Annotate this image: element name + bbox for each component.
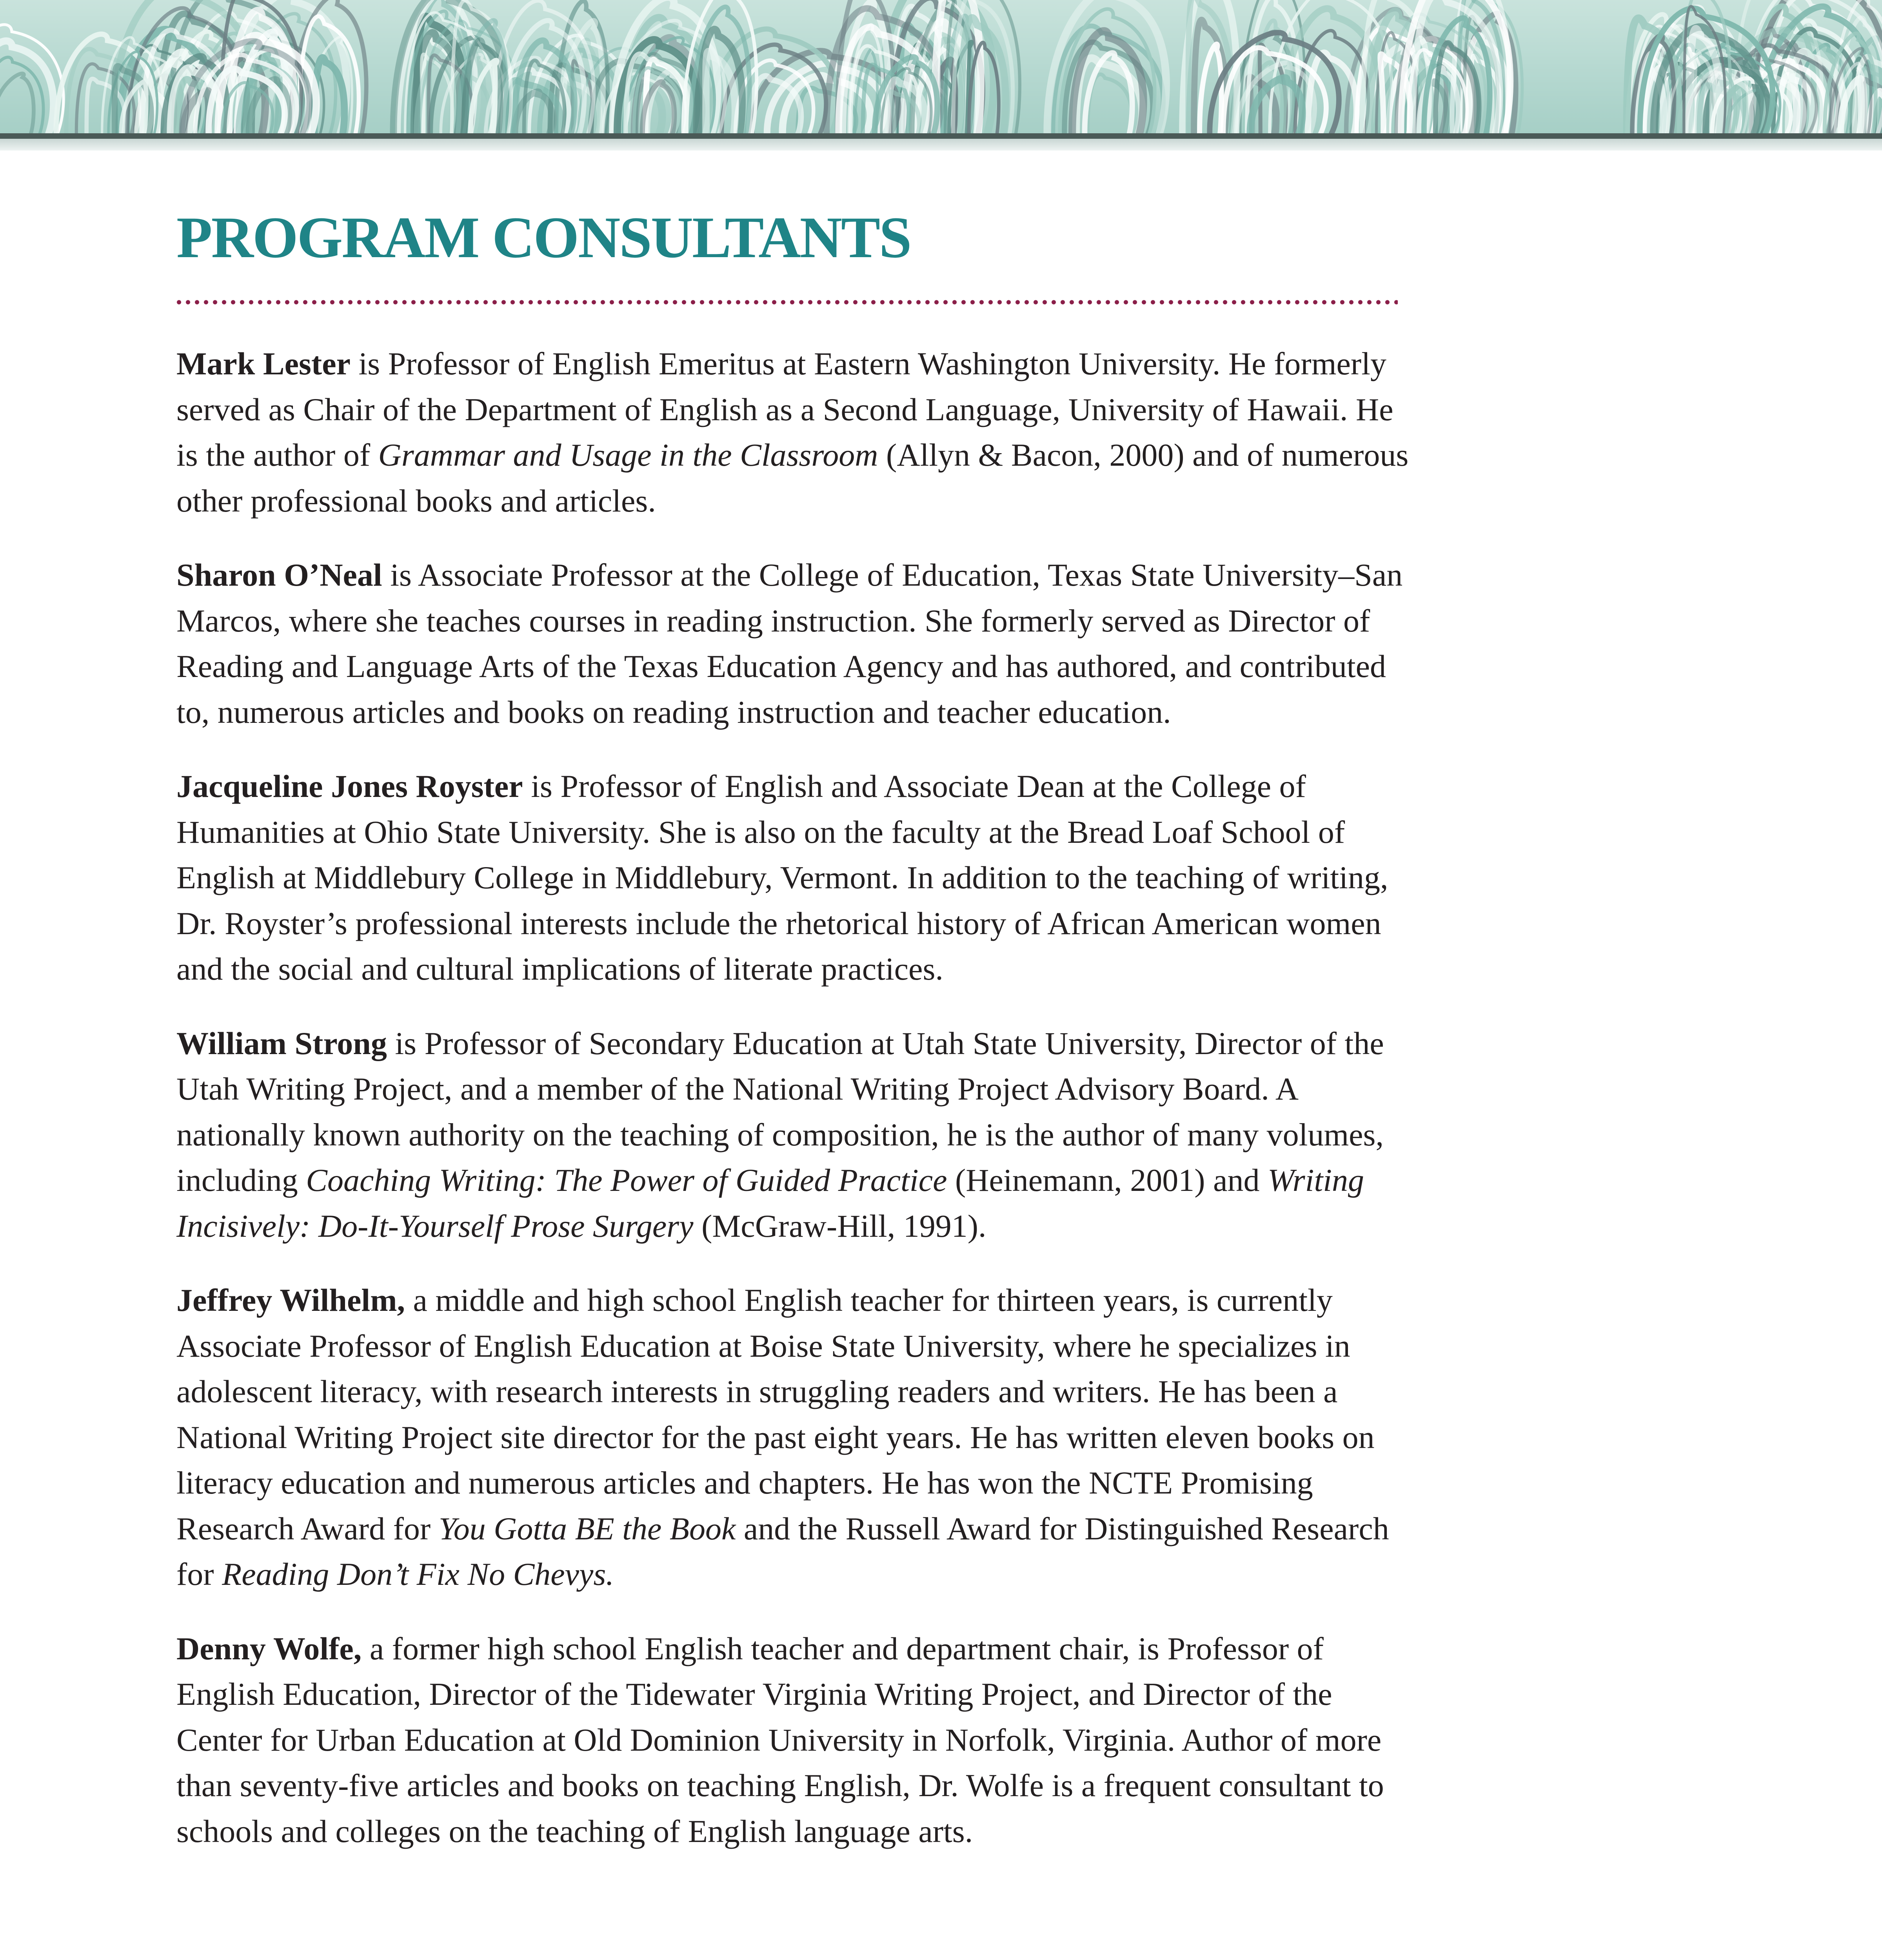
publication-title: Reading Don’t Fix No Chevys. [222, 1556, 614, 1592]
bio-text: is Professor of English Emeritus at Eastern Washington University. He formerly served as Chair of the Department of English as a Second Language, University of Hawaii. He is the author of [176, 346, 1393, 473]
consultant-bios [176, 341, 1415, 1854]
marble-swirl [0, 57, 44, 133]
marble-swirl [0, 41, 53, 133]
banner-divider [0, 133, 1882, 139]
consultant-name: Denny Wolfe, [176, 1630, 362, 1666]
bio-text: a former high school English teacher and department chair, is Professor of English Education, Director of the Tidewater Virginia Writing Project, and Director of the Center for Urban Education at Old Dominion University in Norfolk, Virginia. Author of more than seventy-five articles and books on teaching English, Dr. Wolfe is a frequent consultant to schools and colleges on the teaching of English language arts. [176, 1630, 1384, 1849]
bio-jacqueline-jones-royster [176, 764, 1415, 992]
publication-title: Grammar and Usage in the Classroom [378, 437, 878, 473]
bio-text: a middle and high school English teacher for thirteen years, is currently Associate Professor of English Education at Boise State University, where he specializes in adolescent literacy, with research interests in struggling readers and writers. He has been a National Writing Project site director for the past eight years. He has written eleven books on literacy education and numerous articles and chapters. He has won the NCTE Promising Research Award for [176, 1282, 1375, 1546]
bio-william-strong [176, 1021, 1415, 1249]
bio-text: (Heinemann, 2001) and [947, 1162, 1268, 1198]
publication-title: Coaching Writing: The Power of Guided Practice [306, 1162, 947, 1198]
publication-title: You Gotta BE the Book [438, 1510, 736, 1546]
marble-pattern [0, 0, 1882, 133]
marble-swirl [1088, 74, 1132, 133]
bio-text: (McGraw-Hill, 1991). [693, 1208, 986, 1244]
bio-text: is Professor of English and Associate Dean at the College of Humanities at Ohio State University. She is also on the faculty at the Bread Loaf School of English at Middlebury College in Middlebury, Vermont. In addition to the teaching of writing, Dr. Royster’s professional interests include the rhetorical history of African American women and the social and cultural implications of literate practices. [176, 768, 1388, 987]
consultant-name: Mark Lester [176, 346, 351, 381]
bio-text: and the Russell Award for Distinguished Research for [176, 1510, 1389, 1592]
bio-sharon-oneal [176, 552, 1415, 735]
dotted-divider [174, 299, 1398, 305]
consultant-name: Jeffrey Wilhelm, [176, 1282, 405, 1318]
bio-text: is Professor of Secondary Education at Utah State University, Director of the Utah Writing Project, and a member of the National Writing Project Advisory Board. A nationally known authority on the teaching of composition, he is the author of many volumes, including [176, 1025, 1384, 1198]
page-title: PROGRAM CONSULTANTS [176, 205, 911, 270]
marble-swirl [0, 74, 34, 133]
bio-jeffrey-wilhelm [176, 1278, 1415, 1597]
bio-mark-lester [176, 341, 1415, 524]
consultant-name: William Strong [176, 1025, 387, 1061]
bio-text: is Associate Professor at the College of Education, Texas State University–San Marcos, where she teaches courses in reading instruction. She formerly served as Director of Reading and Language Arts of the Texas Education Agency and has authored, and contributed to, numerous articles and books on reading instruction and teacher education. [176, 557, 1403, 730]
bio-text: (Allyn & Bacon, 2000) and of numerous other professional books and articles. [176, 437, 1409, 519]
publication-title: Writing Incisively: Do-It-Yourself Prose Surgery [176, 1162, 1364, 1244]
bio-denny-wolfe [176, 1626, 1415, 1855]
consultant-name: Sharon O’Neal [176, 557, 382, 593]
banner-shadow [0, 139, 1882, 151]
consultant-name: Jacqueline Jones Royster [176, 768, 523, 804]
marbled-header-banner [0, 0, 1882, 133]
